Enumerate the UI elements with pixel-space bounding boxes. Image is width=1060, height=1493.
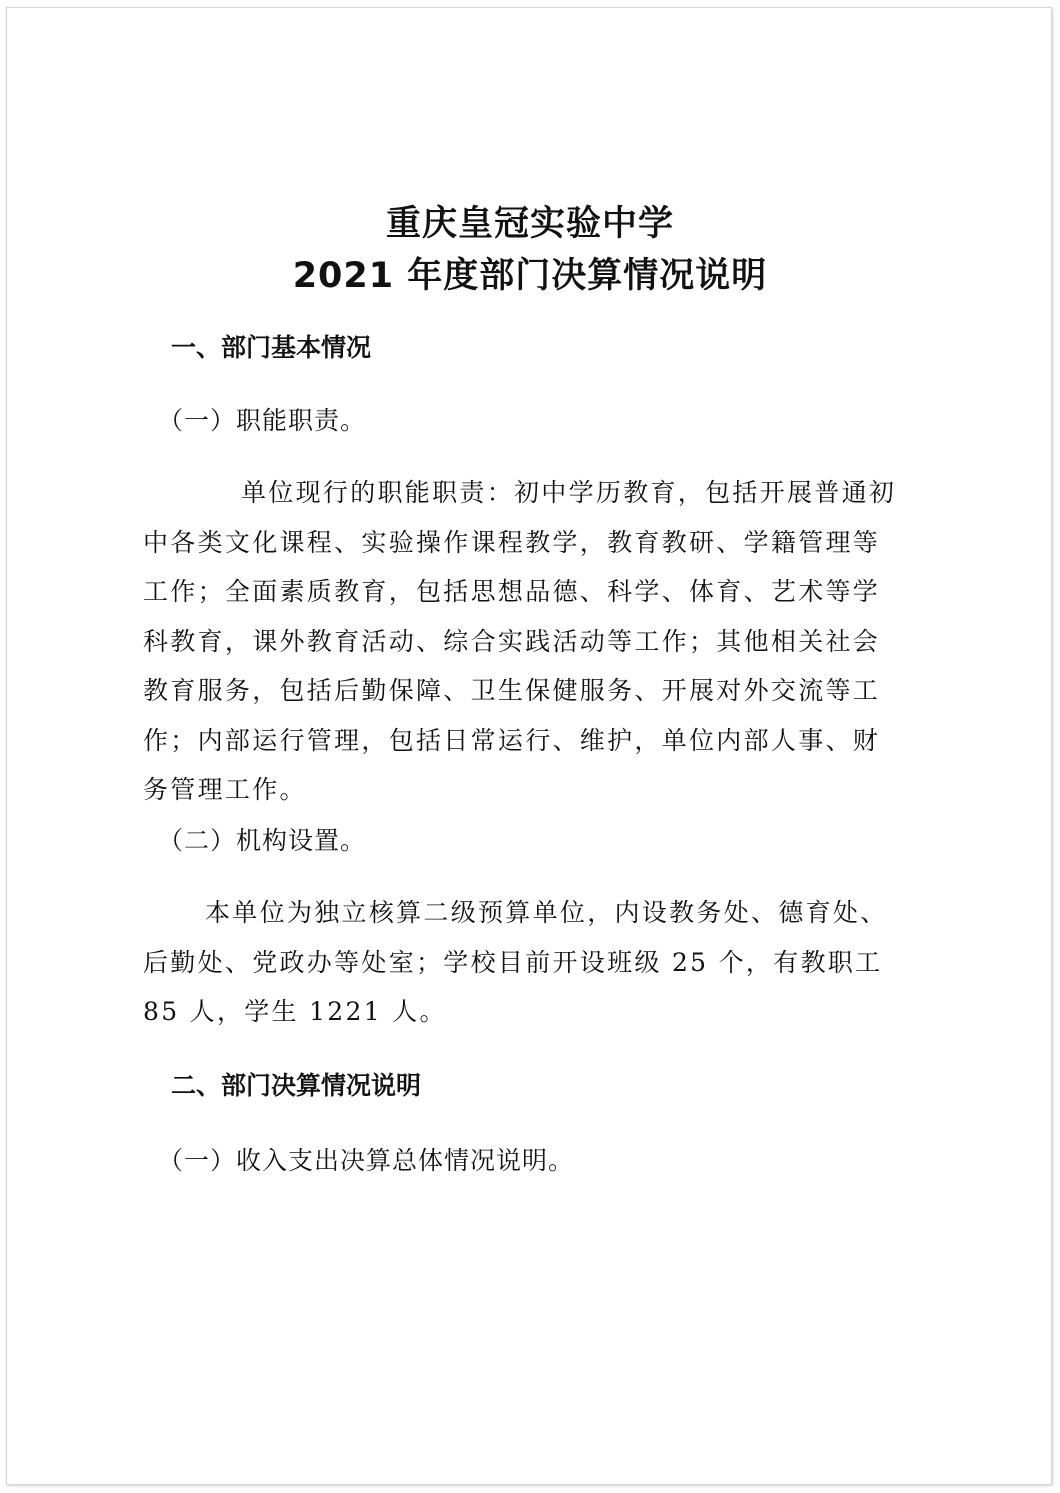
paragraph-line: 85 人，学生 1221 人。	[143, 997, 447, 1026]
paragraph-line: 中各类文化课程、实验操作课程教学，教育教研、学籍管理等	[143, 527, 881, 557]
paragraph-line: 本单位为独立核算二级预算单位，内设教务处、德育处、	[205, 898, 888, 927]
paragraph-line: 科教育，课外教育活动、综合实践活动等工作；其他相关社会	[143, 626, 881, 656]
paragraph-line: 后勤处、党政办等处室；学校目前开设班级 25 个，有教职工	[143, 947, 883, 977]
organization-paragraph	[143, 888, 923, 1037]
paragraph-line: 作；内部运行管理，包括日常运行、维护，单位内部人事、财	[143, 725, 881, 755]
duties-paragraph	[143, 468, 923, 815]
document-subtitle: 2021 年度部门决算情况说明	[292, 256, 768, 296]
section-1-sub-2-heading: （二）机构设置。	[158, 826, 367, 855]
section-2-sub-1-heading: （一）收入支出决算总体情况说明。	[158, 1146, 575, 1175]
section-1-sub-1-heading: （一）职能职责。	[158, 406, 367, 435]
paragraph-line: 单位现行的职能职责：初中学历教育，包括开展普通初	[241, 478, 897, 507]
paragraph-line: 务管理工作。	[143, 775, 307, 804]
paragraph-line: 教育服务，包括后勤保障、卫生保健服务、开展对外交流等工	[143, 676, 881, 705]
section-2-heading: 二、部门决算情况说明	[171, 1071, 422, 1100]
paragraph-line: 工作；全面素质教育，包括思想品德、科学、体育、艺术等学	[143, 577, 881, 606]
section-1-heading: 一、部门基本情况	[171, 333, 372, 362]
document-title: 重庆皇冠实验中学	[385, 204, 674, 244]
